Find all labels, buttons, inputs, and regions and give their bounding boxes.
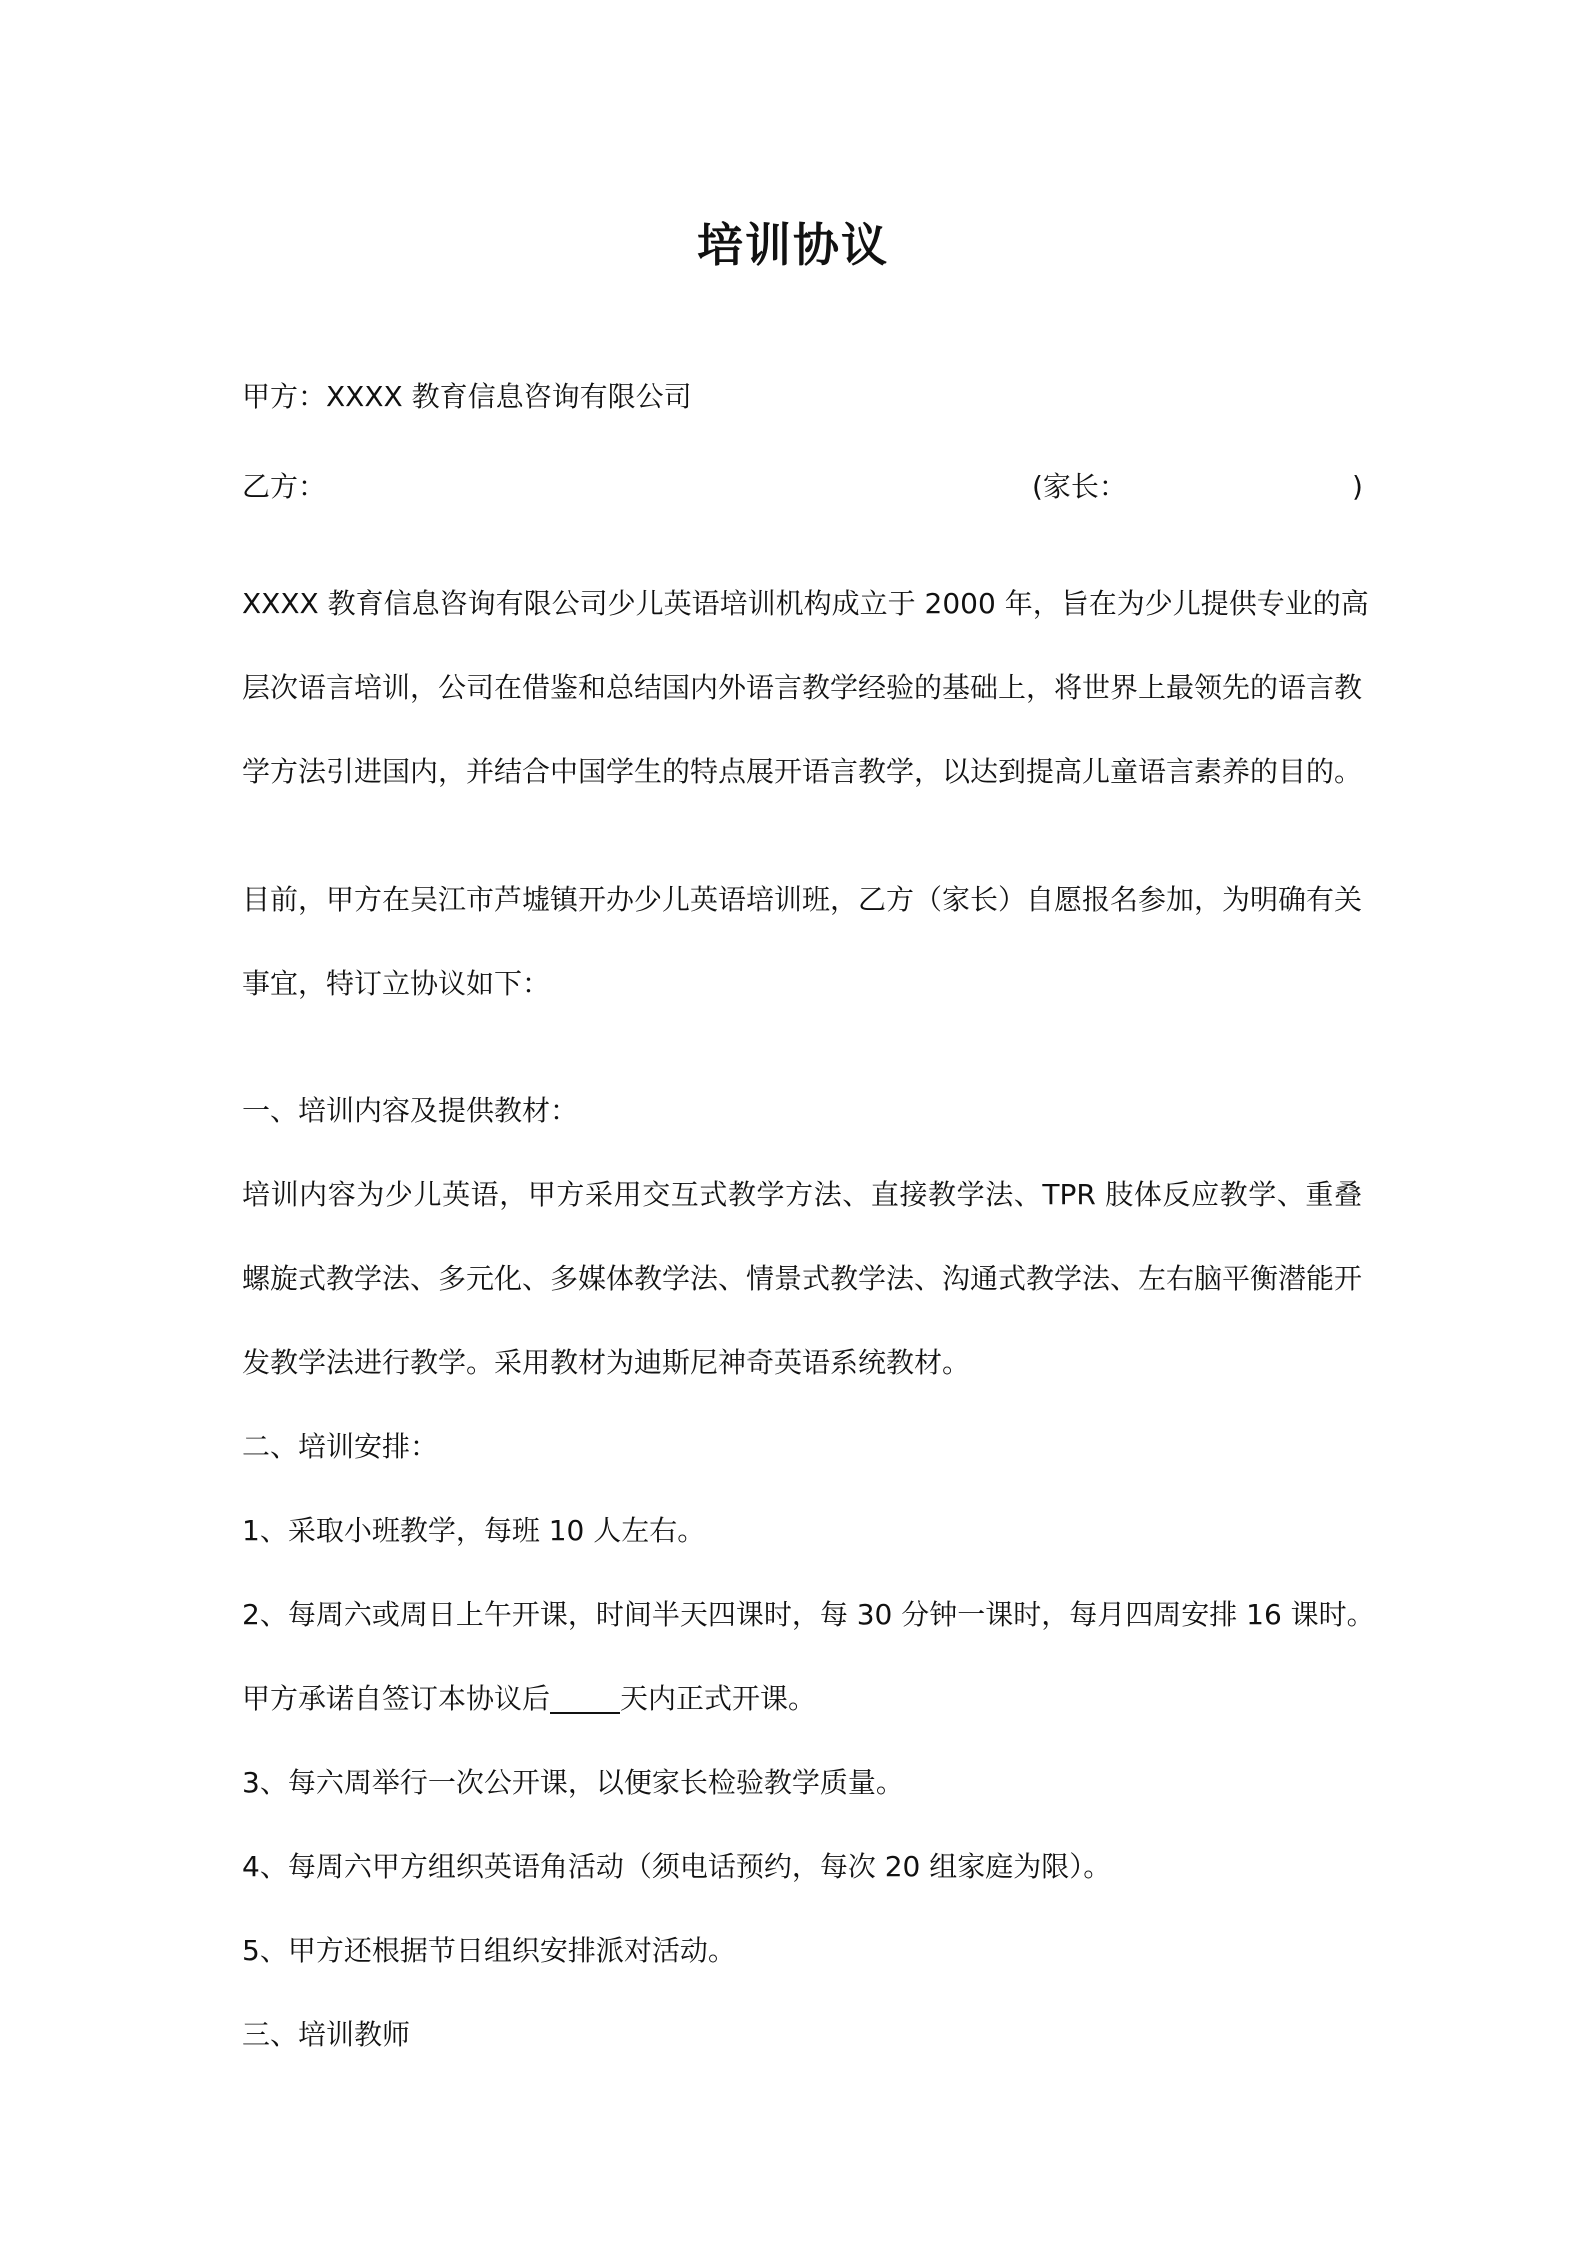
parent-close: ) xyxy=(1352,470,1363,503)
start-days-prefix: 甲方承诺自签订本协议后 xyxy=(242,1682,551,1715)
section-1-line-1: 培训内容为少儿英语，甲方采用交互式教学方法、直接教学法、TPR 肢体反应教学、重叠 xyxy=(242,1178,1362,1211)
intro-line-3: 学方法引进国内，并结合中国学生的特点展开语言教学，以达到提高儿童语言素养的目的。 xyxy=(242,755,1363,788)
section-2-item-2-continued xyxy=(242,1679,1362,1719)
section-2-item-3: 3、每六周举行一次公开课，以便家长检验教学质量。 xyxy=(242,1766,904,1799)
intro-line-1: XXXX 教育信息咨询有限公司少儿英语培训机构成立于 2000 年，旨在为少儿提供专业的高 xyxy=(242,587,1369,620)
party-b-label: 乙方： xyxy=(242,470,327,503)
party-a-line: 甲方：XXXX 教育信息咨询有限公司 xyxy=(242,380,692,413)
section-2-item-4: 4、每周六甲方组织英语角活动（须电话预约，每次 20 组家庭为限）。 xyxy=(242,1850,1112,1883)
purpose-line-1: 目前，甲方在吴江市芦墟镇开办少儿英语培训班，乙方（家长）自愿报名参加，为明确有关 xyxy=(242,883,1363,916)
intro-line-2: 层次语言培训，公司在借鉴和总结国内外语言教学经验的基础上，将世界上最领先的语言教 xyxy=(242,671,1363,704)
start-days-blank xyxy=(550,1682,620,1714)
section-1-line-3: 发教学法进行教学。采用教材为迪斯尼神奇英语系统教材。 xyxy=(242,1346,971,1379)
party-b-line xyxy=(242,467,1362,507)
section-2-heading: 二、培训安排： xyxy=(242,1430,439,1463)
document-title: 培训协议 xyxy=(697,218,889,272)
purpose-line-2: 事宜，特订立协议如下： xyxy=(242,967,551,1000)
start-days-suffix: 天内正式开课。 xyxy=(620,1682,817,1715)
section-3-heading: 三、培训教师 xyxy=(242,2018,411,2051)
section-2-item-1: 1、采取小班教学，每班 10 人左右。 xyxy=(242,1514,706,1547)
section-1-line-2: 螺旋式教学法、多元化、多媒体教学法、情景式教学法、沟通式教学法、左右脑平衡潜能开 xyxy=(242,1262,1363,1295)
section-2-item-2: 2、每周六或周日上午开课，时间半天四课时，每 30 分钟一课时，每月四周安排 16 课时。 xyxy=(242,1598,1375,1631)
section-1-heading: 一、培训内容及提供教材： xyxy=(242,1094,579,1127)
parent-label: (家长： xyxy=(1032,470,1127,503)
section-2-item-5: 5、甲方还根据节日组织安排派对活动。 xyxy=(242,1934,736,1967)
